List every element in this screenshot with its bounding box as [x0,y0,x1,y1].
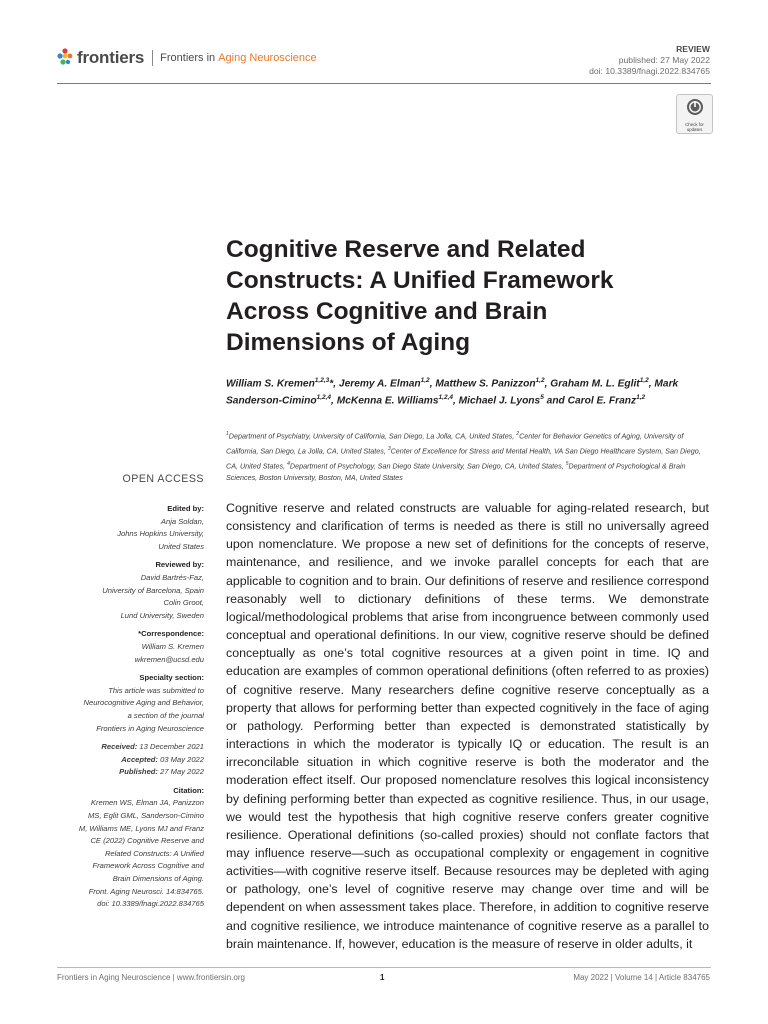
specialty-line: This article was submitted to [108,685,204,695]
specialty-line: Neurocognitive Aging and Behavior, [83,698,204,708]
check-updates-icon [686,98,704,116]
editor-line: Johns Hopkins University, [117,529,204,539]
affiliation-text: Department of Psychiatry, University of California, San Diego, La Jolla, CA, United States, [228,431,515,441]
date-label: Received: [101,742,138,752]
header-rule [57,83,711,84]
affiliation-text: Center of Excellence for Stress and Mental Health, VA San Diego Healthcare System, San Diego, CA, United States, [226,446,701,470]
journal-logo[interactable] [57,45,347,71]
date-value: 27 May 2022 [160,767,204,777]
affiliation-number: 2 [516,431,520,437]
reviewer-line: Lund University, Sweden [120,610,204,620]
affiliation-number: 5 [565,460,569,467]
citation-line: Kremen WS, Elman JA, Panizzon [90,798,204,808]
header-divider [152,50,153,66]
author-name[interactable]: Carol E. Franz [567,395,637,407]
author-affiliation: 1,2 [636,394,646,402]
date-label: Published: [119,767,158,777]
correspondence-email[interactable]: wkremen@ucsd.edu [134,654,204,664]
open-access-badge: OPEN ACCESS [122,473,204,485]
affiliation-text: Department of Psychological & Brain Sciences, Boston University, Boston, MA, United States [226,460,686,483]
article-meta [589,44,710,77]
abstract-text: Cognitive reserve and related constructs are valuable for aging-related research, but consistency and clarification of terms is needed as there is still no universally agreed upon nomenclature. We propose a new set of definitions for the concepts of reserve, maintenance, and resilience, and we invoke parallel concepts for each that are applicable to cognition and to brain. Our definitions of reserve and resilience correspond reasonably well to dictionary definitions of these terms. We demonstrate logical/methodological problems that arise from incongruence between commonly used conceptual and operational definitions. In our view, cognitive reserve should be defined conceptually as one’s total cognitive resources at a given point in time. IQ and education are examples of common operational definitions (often referred to as proxies) of cognitive reserve. Many researchers define cognitive reserve conceptually as a property that allows for performing better than expected cognitively in the face of aging or pathology. Performing better than expected is demonstrated statistically by interactions in which the moderator is typically IQ or education. The result is an irreconcilable situation in which cognitive reserve is both the moderator and the moderation effect itself. Our proposed nomenclature resolves this logical inconsistency by defining performing better than expected as cognitive resilience. Thus, in our usage, we would test the hypothesis that high cognitive reserve confers greater cognitive resilience. Operational definitions (so-called proxies) should not conflate factors that may influence reserve—such as occupational complexity or engagement in cognitive activities—with cognitive reserve itself. Because resources may be depleted with aging or pathology, one’s level of cognitive reserve may change over time and will be dependent on when assessment takes place. Therefore, in addition to cognitive reserve and cognitive resilience, we introduce maintenance of cognitive reserve as a parallel to brain maintenance. If, however, education is the measure of reserve in older adults, it [226,501,709,951]
published-date: published: 27 May 2022 [618,55,710,65]
author-affiliation: 5 [540,394,544,402]
check-updates-label: Check for updates [685,122,704,132]
author-name[interactable]: Graham M. L. Eglit [550,378,640,390]
date-value: 13 December 2021 [139,742,204,752]
citation-line: Related Constructs: A Unified [104,848,204,858]
affiliation-text: Center for Behavior Genetics of Aging, University of California, San Diego, La Jolla, CA, United States, [226,431,684,456]
frontiers-logo-icon [57,48,73,68]
author-name[interactable]: William S. Kremen [226,378,315,390]
author-name[interactable]: Mark Sanderson-Cimino [226,378,679,407]
date-value: 03 May 2022 [160,754,204,764]
specialty-line: Frontiers in Aging Neuroscience [96,723,204,733]
correspondence-name: William S. Kremen [141,641,204,651]
corresponding-mark: * [329,378,334,390]
article-title: Cognitive Reserve and Related Constructs: A Unified Framework Across Cognitive and Brain Dimensions of Aging [226,236,614,356]
correspondence-label: *Correspondence: [138,629,204,639]
citation-line: Brain Dimensions of Aging. [112,874,204,884]
check-for-updates-button[interactable] [676,94,713,134]
reviewer-line: Colin Groot, [163,598,204,608]
citation-line: M, Williams ME, Lyons MJ and Franz [78,823,204,833]
footer-issue-info: May 2022 | Volume 14 | Article 834765 [573,973,710,982]
article-sidebar [57,503,204,911]
reviewer-line: University of Barcelona, Spain [102,585,204,595]
author-list: William S. Kremen$^{1,2,3}$*, Jeremy A. Elman$^{1,2}$, Matthew S. Panizzon$^{1,2}$, Graham M. L. Eglit$^{1,2}$, Mark Sanderson-Cimino$^{1,2,4}$, McKenna E. Williams$^{1,2,4}$, Michael J. Lyons$^5$ and Carol E. Franz$^{1,2}$ [226,377,679,407]
page-number: 1 [380,973,385,982]
editor-line: Anja Soldan, [160,516,204,526]
citation-doi[interactable]: doi: 10.3389/fnagi.2022.834765 [97,899,204,909]
citation-line: Front. Aging Neurosci. 14:834765. [88,886,204,896]
author-affiliation: 1,2 [420,377,430,384]
specialty-line: a section of the journal [127,710,204,720]
citation-line: CE (2022) Cognitive Reserve and [90,836,204,846]
author-affiliation: 1,2 [535,377,545,384]
citation-label: Citation: [173,785,204,795]
author-affiliation: 1,2 [639,377,649,384]
author-name[interactable]: Michael J. Lyons [458,395,541,407]
specialty-label: Specialty section: [139,673,204,683]
author-name[interactable]: Matthew S. Panizzon [435,378,536,390]
reviewed-by-label: Reviewed by: [155,560,204,570]
journal-name: Aging Neuroscience [218,52,317,64]
author-name[interactable]: McKenna E. Williams [336,395,439,407]
journal-prefix: Frontiers in [160,52,216,64]
footer-journal-link[interactable]: Frontiers in Aging Neuroscience | www.frontiersin.org [57,973,245,982]
author-affiliation: 1,2,4 [438,394,453,402]
doi-link[interactable]: doi: 10.3389/fnagi.2022.834765 [589,66,710,76]
brand-name: frontiers [77,48,145,67]
article-type: REVIEW [676,44,710,54]
author-affiliation: 1,2,3 [314,377,330,384]
citation-line: MS, Eglit GML, Sanderson-Cimino [87,811,204,821]
date-label: Accepted: [121,754,158,764]
citation-line: Framework Across Cognitive and [92,861,204,871]
affiliation-text: Department of Psychology, San Diego State University, San Diego, CA, United States, [289,460,564,470]
affiliation-number: 3 [387,445,391,452]
editor-line: United States [158,541,204,551]
author-name[interactable]: Jeremy A. Elman [338,378,421,390]
affiliations [226,428,706,485]
author-affiliation: 1,2,4 [316,394,332,402]
affiliation-number: 1 [226,431,229,437]
affiliation-number: 4 [287,460,290,467]
reviewer-line: David Bartrés-Faz, [140,572,204,582]
edited-by-label: Edited by: [167,504,204,513]
footer-rule [57,967,711,968]
